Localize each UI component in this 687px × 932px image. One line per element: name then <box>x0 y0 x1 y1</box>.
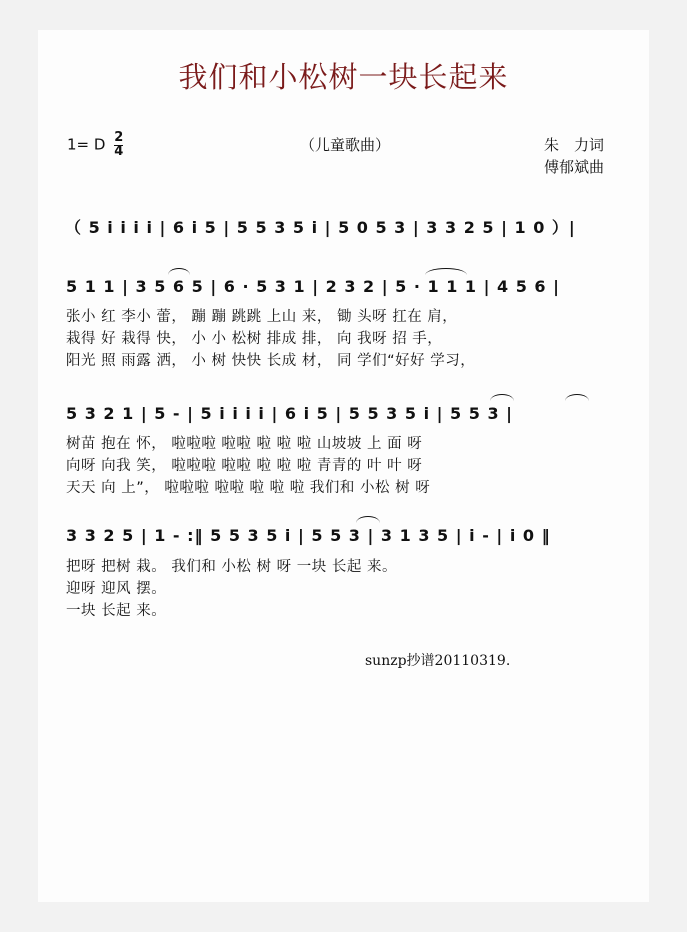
key-signature <box>67 132 123 158</box>
tie-mark <box>168 268 190 275</box>
tie-mark <box>356 516 380 523</box>
system3-notation: 3 3 2 5 | 1 - :‖ 5 5 3 5 i | 5 5 3 | 3 1 3 5 | i - | i 0 ‖ <box>66 526 551 545</box>
system2-lyric-verse3: 天天 向 上”， 啦啦啦 啦啦 啦 啦 啦 我们和 小松 树 呀 <box>66 480 431 496</box>
song-title: 我们和小松树一块长起来 <box>178 60 509 94</box>
tie-mark <box>425 268 467 275</box>
tie-mark <box>490 394 514 401</box>
system1-lyric-verse3: 阳光 照 雨露 洒， 小 树 快快 长成 材， 同 学们“好好 学习， <box>66 353 476 369</box>
time-signature-bottom: 4 <box>114 144 124 159</box>
lyricist-credit: 朱 力词 <box>544 136 605 154</box>
copyist-note: sunzp抄谱20110319. <box>365 653 511 669</box>
intro-notation: （ 5 i i i i | 6 i 5 | 5 5 3 5 i | 5 0 5 3 | 3 3 2 5 | 1 0 ）| <box>65 218 576 237</box>
time-signature-top: 2 <box>114 130 124 145</box>
key-label: 1= D <box>67 135 106 154</box>
system2-notation: 5 3 2 1 | 5 - | 5 i i i i | 6 i 5 | 5 5 3 5 i | 5 5 3 | <box>66 404 513 423</box>
system2-lyric-verse1: 树苗 抱在 怀， 啦啦啦 啦啦 啦 啦 啦 山坡坡 上 面 呀 <box>66 436 423 452</box>
composer-credit: 傅郁斌曲 <box>544 158 605 176</box>
tie-mark <box>565 394 589 401</box>
system3-lyric-verse1: 把呀 把树 栽。 我们和 小松 树 呀 一块 长起 来。 <box>66 559 397 575</box>
genre-label: （儿童歌曲） <box>300 136 391 154</box>
system1-lyric-verse2: 栽得 好 栽得 快， 小 小 松树 排成 排， 向 我呀 招 手， <box>66 331 443 347</box>
time-signature <box>114 132 123 158</box>
system1-notation: 5 1 1 | 3 5 6 5 | 6 · 5 3 1 | 2 3 2 | 5 · 1 1 1 | 4 5 6 | <box>66 277 560 296</box>
system2-lyric-verse2: 向呀 向我 笑， 啦啦啦 啦啦 啦 啦 啦 青青的 叶 叶 呀 <box>66 458 423 474</box>
system3-lyric-verse3: 一块 长起 来。 <box>66 603 167 619</box>
system1-lyric-verse1: 张小 红 李小 蕾， 蹦 蹦 跳跳 上山 来， 锄 头呀 扛在 肩， <box>66 309 458 325</box>
system3-lyric-verse2: 迎呀 迎风 摆。 <box>66 581 167 597</box>
